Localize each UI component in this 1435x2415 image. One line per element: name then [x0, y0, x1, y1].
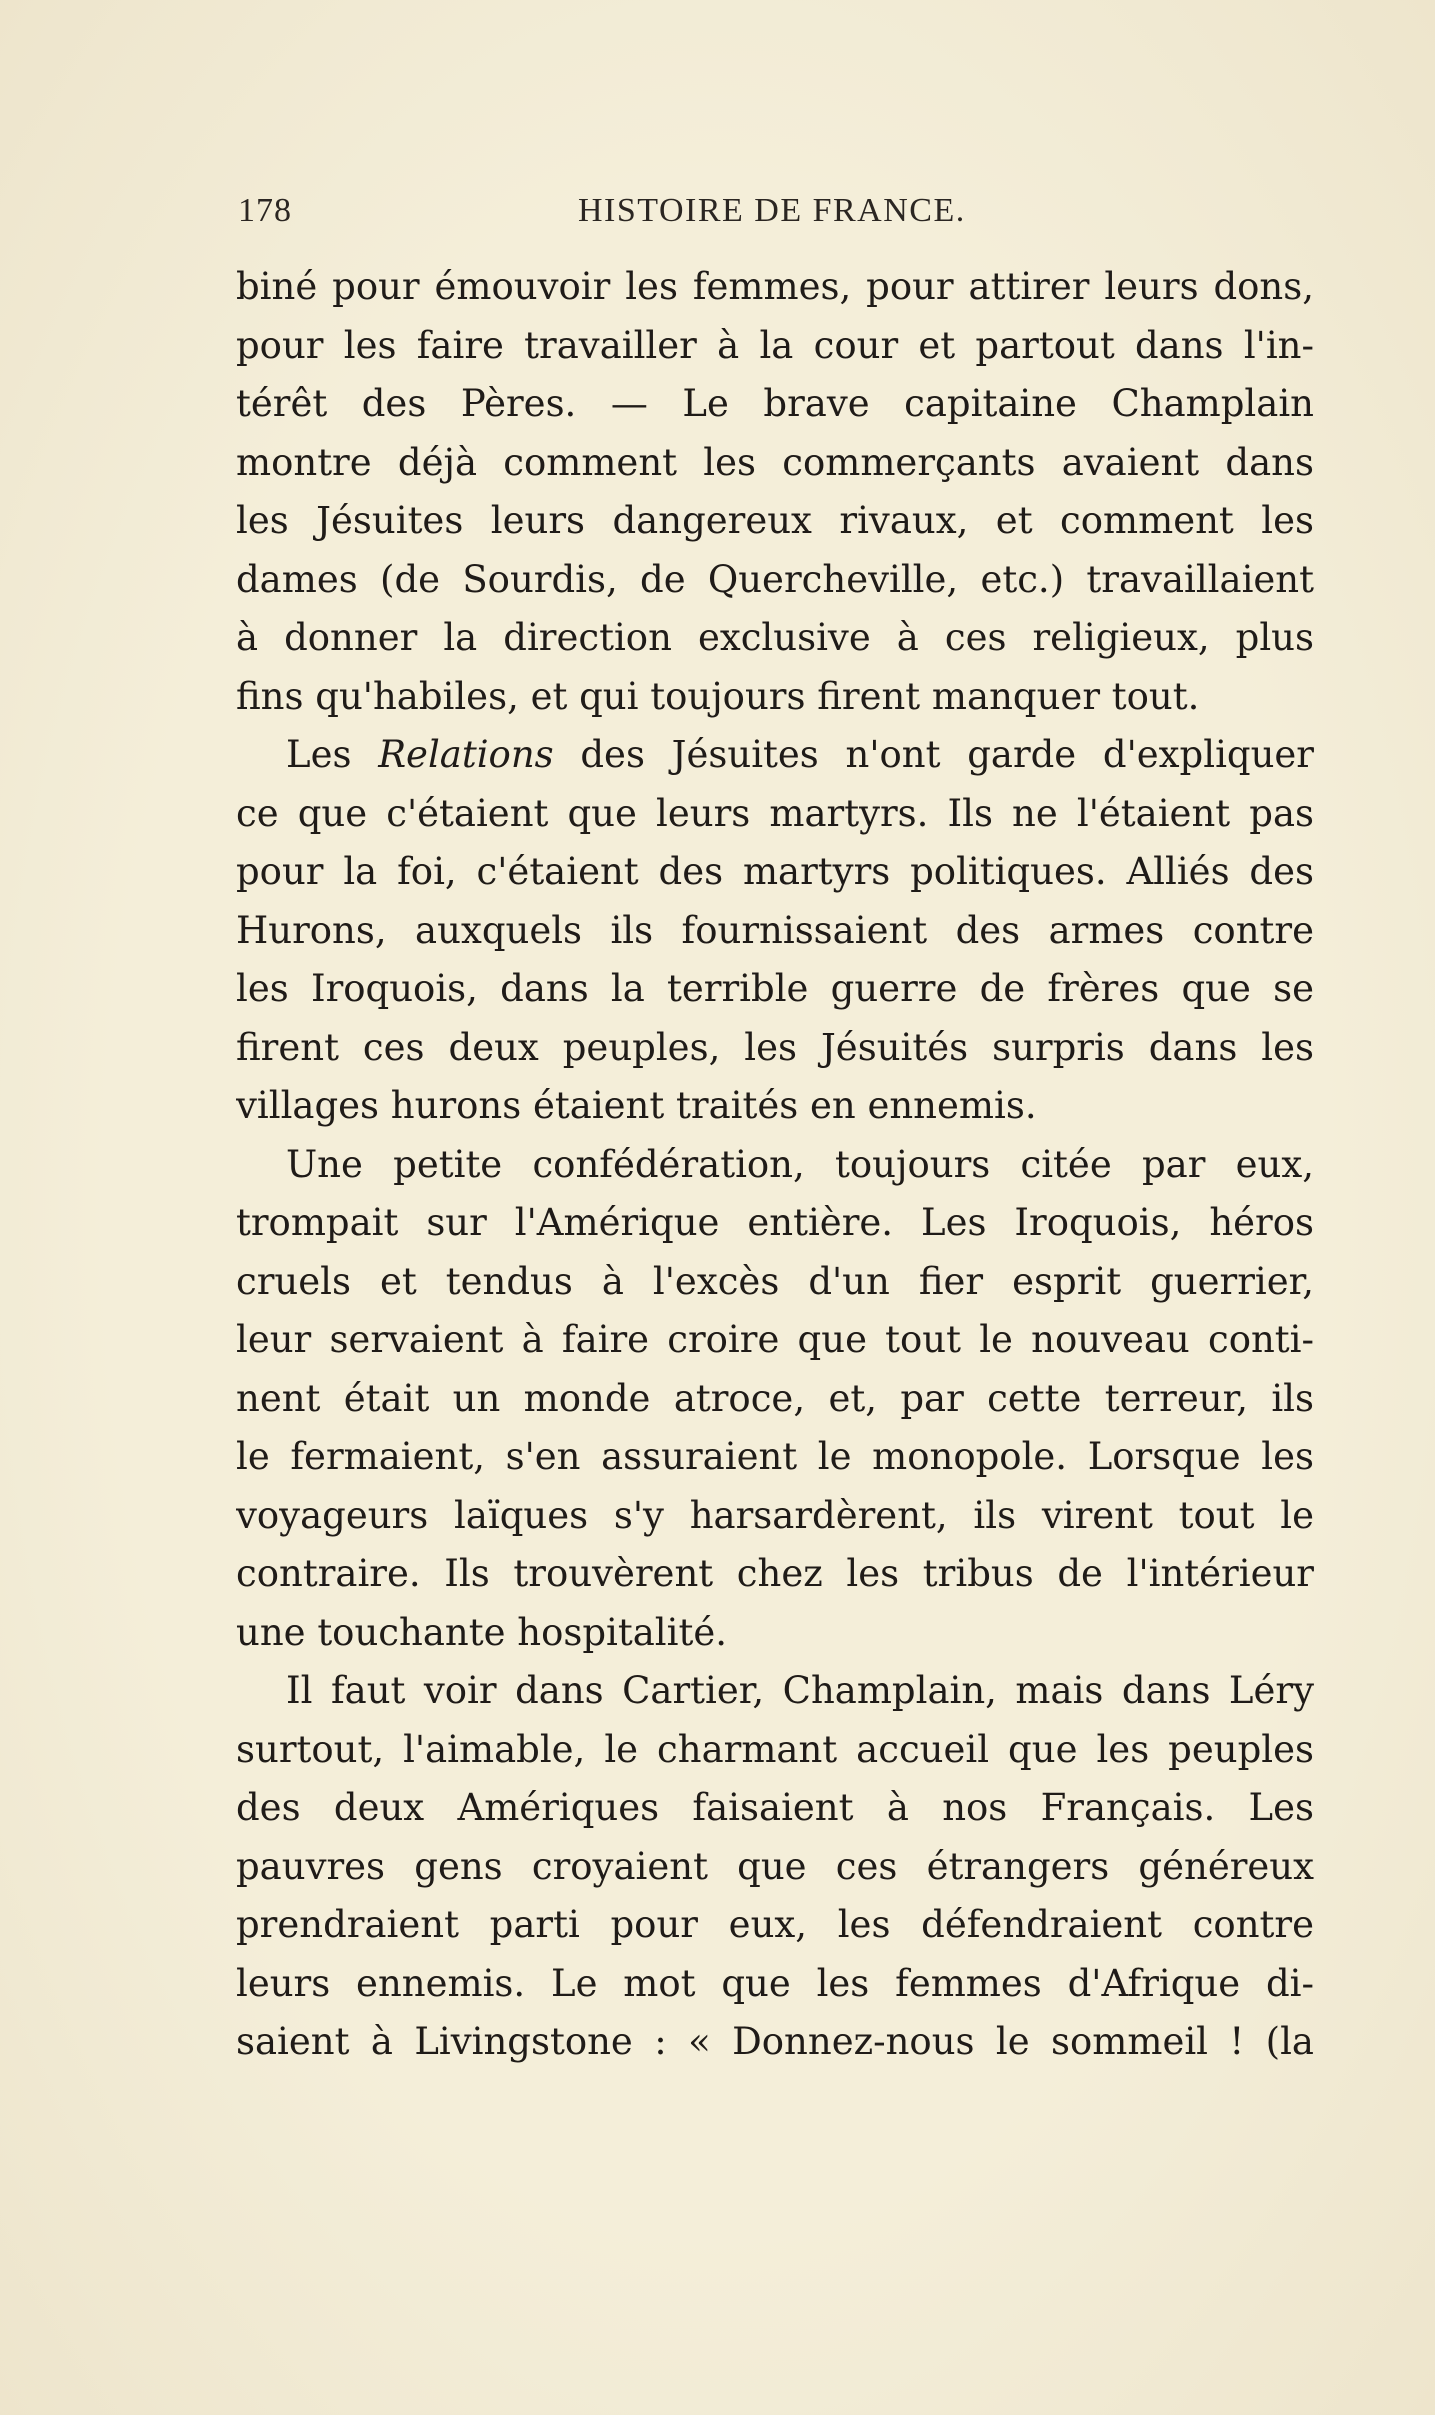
text-line: nent était un monde atroce, et, par cette terreur, ils	[236, 1376, 1314, 1420]
italic-title: Relations	[378, 733, 554, 776]
text-line: à donner la direction exclusive à ces religieux, plus	[236, 616, 1314, 659]
text-line: pauvres gens croyaient que ces étrangers généreux	[236, 1844, 1314, 1888]
text-line: montre déjà comment les commerçants avaient dans	[236, 440, 1314, 484]
text-line: des deux Amériques faisaient à nos Français. Les	[236, 1786, 1314, 1829]
text-line: les Iroquois, dans la terrible guerre de frères que se	[236, 967, 1314, 1010]
text-line: villages hurons étaient traités en ennemis.	[236, 1084, 1037, 1127]
text-line: ce que c'étaient que leurs martyrs. Ils ne l'étaient pas	[236, 791, 1314, 835]
text-line: Une petite confédération, toujours citée par eux,	[286, 1142, 1314, 1186]
text-line: térêt des Pères. — Le brave capitaine Champlain	[236, 382, 1314, 425]
text-line: pour les faire travailler à la cour et partout dans l'in-	[236, 323, 1314, 367]
text-line: contraire. Ils trouvèrent chez les tribus de l'intérieur	[236, 1552, 1314, 1595]
text-line: dames (de Sourdis, de Quercheville, etc.) travaillaient	[236, 557, 1314, 601]
text-line: voyageurs laïques s'y harsardèrent, ils virent tout le	[236, 1493, 1314, 1537]
page-header	[238, 192, 1238, 242]
text-line: leur servaient à faire croire que tout le nouveau conti-	[236, 1318, 1314, 1361]
text-line: cruels et tendus à l'excès d'un fier esprit guerrier,	[236, 1259, 1314, 1303]
running-head: HISTOIRE DE FRANCE.	[578, 192, 966, 229]
body-text	[236, 258, 1314, 2072]
text-line: fins qu'habiles, et qui toujours firent manquer tout.	[236, 674, 1200, 718]
text-line: leurs ennemis. Le mot que les femmes d'Afrique di-	[236, 1961, 1314, 2005]
text-line: firent ces deux peuples, les Jésuités surpris dans les	[236, 1025, 1314, 1069]
text-line: trompait sur l'Amérique entière. Les Iroquois, héros	[236, 1201, 1314, 1244]
text-line: le fermaient, s'en assuraient le monopole. Lorsque les	[236, 1435, 1314, 1478]
text-line: surtout, l'aimable, le charmant accueil que les peuples	[236, 1727, 1314, 1771]
text-line: Hurons, auxquels ils fournissaient des armes contre	[236, 908, 1314, 952]
text-line: saient à Livingstone : « Donnez-nous le sommeil ! (la	[236, 2020, 1314, 2063]
text-line: une touchante hospitalité.	[236, 1610, 727, 1654]
text-segment: des Jésuites n'ont garde d'expliquer	[553, 733, 1314, 776]
text-line	[236, 726, 1314, 785]
text-line: Il faut voir dans Cartier, Champlain, mais dans Léry	[286, 1669, 1314, 1712]
text-line: prendraient parti pour eux, les défendraient contre	[236, 1903, 1314, 1946]
text-line: pour la foi, c'étaient des martyrs politiques. Alliés des	[236, 850, 1314, 893]
text-segment: Les	[286, 733, 379, 776]
page-number: 178	[238, 192, 292, 229]
text-line: les Jésuites leurs dangereux rivaux, et comment les	[236, 499, 1314, 542]
text-line: biné pour émouvoir les femmes, pour attirer leurs dons,	[236, 265, 1314, 308]
